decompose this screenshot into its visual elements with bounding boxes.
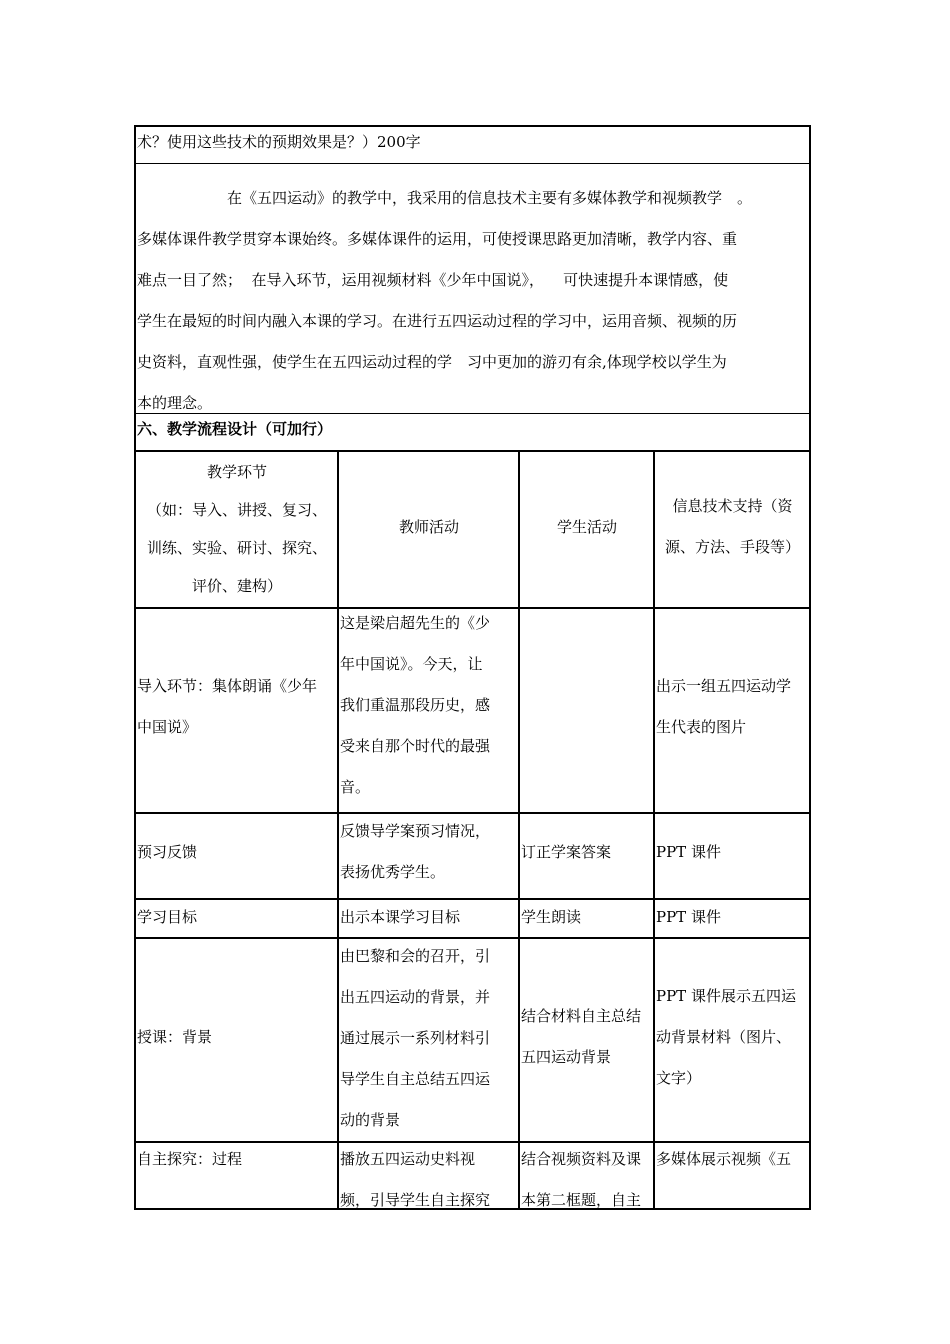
table-header-row [136,452,809,609]
header-it-line: 源、方法、手段等） [664,538,800,556]
stage-line: 中国说》 [137,718,198,736]
student-line: 学生朗读 [521,908,582,926]
student-line: 结合材料自主总结 [521,1007,642,1025]
teacher-line: 这是梁启超先生的《少 [340,614,491,632]
stage-cell [136,609,339,812]
table-row [136,900,809,939]
header-stage-line: 评价、建构） [191,577,282,595]
teacher-line: 导学生自主总结五四运 [340,1070,491,1088]
teacher-line: 表扬优秀学生。 [340,863,446,881]
header-it-line: 信息技术支持（资 [672,497,793,515]
stage-line: 导入环节：集体朗诵《少年 [137,677,318,695]
student-cell [520,939,655,1141]
answer-line: 史资料，直观性强，使学生在五四运动过程的学 习中更加的游刃有余,体现学校以学生为 [137,353,727,371]
teacher-cell [339,939,520,1141]
stage-line: 学习目标 [137,908,198,926]
it-cell [655,609,809,812]
teacher-line: 动的背景 [340,1111,401,1129]
teacher-line: 出示本课学习目标 [340,908,461,926]
it-cell [655,939,809,1141]
teacher-cell [339,609,520,812]
answer-paragraph [136,164,809,424]
section-title: 六、教学流程设计（可加行） [137,420,333,438]
header-stage-line: 教学环节 [206,463,267,481]
teacher-line: 受来自那个时代的最强 [340,737,491,755]
student-line: 订正学案答案 [521,843,612,861]
teacher-line: 出五四运动的背景，并 [340,988,491,1006]
student-line: 结合视频资料及课 [521,1150,642,1168]
it-line: PPT 课件展示五四运 [656,987,796,1005]
lesson-plan-table [134,125,811,1210]
stage-cell [136,1143,339,1210]
student-cell [520,609,655,812]
table-row [136,939,809,1143]
section-title-row [136,414,809,452]
table-row [136,814,809,900]
teacher-line: 播放五四运动史料视 [340,1150,476,1168]
stage-cell [136,900,339,937]
question-row [136,127,809,164]
teacher-cell [339,1143,520,1210]
teacher-cell [339,814,520,898]
it-line: 出示一组五四运动学 [656,677,792,695]
stage-cell [136,814,339,898]
header-student-label: 学生活动 [556,518,617,536]
it-line: 生代表的图片 [656,718,747,736]
teacher-line: 反馈导学案预习情况， [340,822,491,840]
answer-line: 本的理念。 [137,394,213,412]
table-row [136,1143,809,1210]
student-line: 本第二框题，自主 [521,1191,642,1209]
teacher-line: 通过展示一系列材料引 [340,1029,491,1047]
stage-line: 自主探究：过程 [137,1150,243,1168]
answer-line: 难点一目了然； 在导入环节，运用视频材料《少年中国说》， 可快速提升本课情感，使 [137,271,729,289]
teacher-line: 由巴黎和会的召开，引 [340,947,491,965]
it-line: 动背景材料（图片、 [656,1028,792,1046]
header-teacher [339,452,520,607]
teacher-line: 我们重温那段历史，感 [340,696,491,714]
header-stage-line: 训练、实验、研讨、探究、 [146,539,327,557]
answer-line: 在《五四运动》的教学中，我采用的信息技术主要有多媒体教学和视频教学 。 [137,189,753,207]
answer-row [136,164,809,414]
question-text: 术？使用这些技术的预期效果是？）200字 [137,133,421,151]
teacher-line: 音。 [340,778,371,796]
teacher-cell [339,900,520,937]
it-cell [655,814,809,898]
it-line: PPT 课件 [656,843,721,861]
it-line: 多媒体展示视频《五 [656,1150,792,1168]
stage-cell [136,939,339,1141]
it-line: PPT 课件 [656,908,721,926]
table-row [136,609,809,814]
student-line: 五四运动背景 [521,1048,612,1066]
student-cell [520,814,655,898]
it-line: 文字） [656,1069,702,1087]
answer-line: 学生在最短的时间内融入本课的学习。在进行五四运动过程的学习中，运用音频、视频的历 [137,312,738,330]
header-stage-line: （如：导入、讲授、复习、 [146,501,327,519]
header-it [655,452,809,607]
teacher-line: 频，引导学生自主探究 [340,1191,491,1209]
stage-line: 预习反馈 [137,843,198,861]
it-cell [655,900,809,937]
it-cell [655,1143,809,1210]
header-student [520,452,655,607]
answer-line: 多媒体课件教学贯穿本课始终。多媒体课件的运用，可使授课思路更加清晰，教学内容、重 [137,230,738,248]
student-cell [520,1143,655,1210]
header-teacher-label: 教师活动 [398,518,459,536]
stage-line: 授课：背景 [137,1028,213,1046]
teacher-line: 年中国说》。今天，让 [340,655,483,673]
student-cell [520,900,655,937]
header-stage [136,452,339,607]
